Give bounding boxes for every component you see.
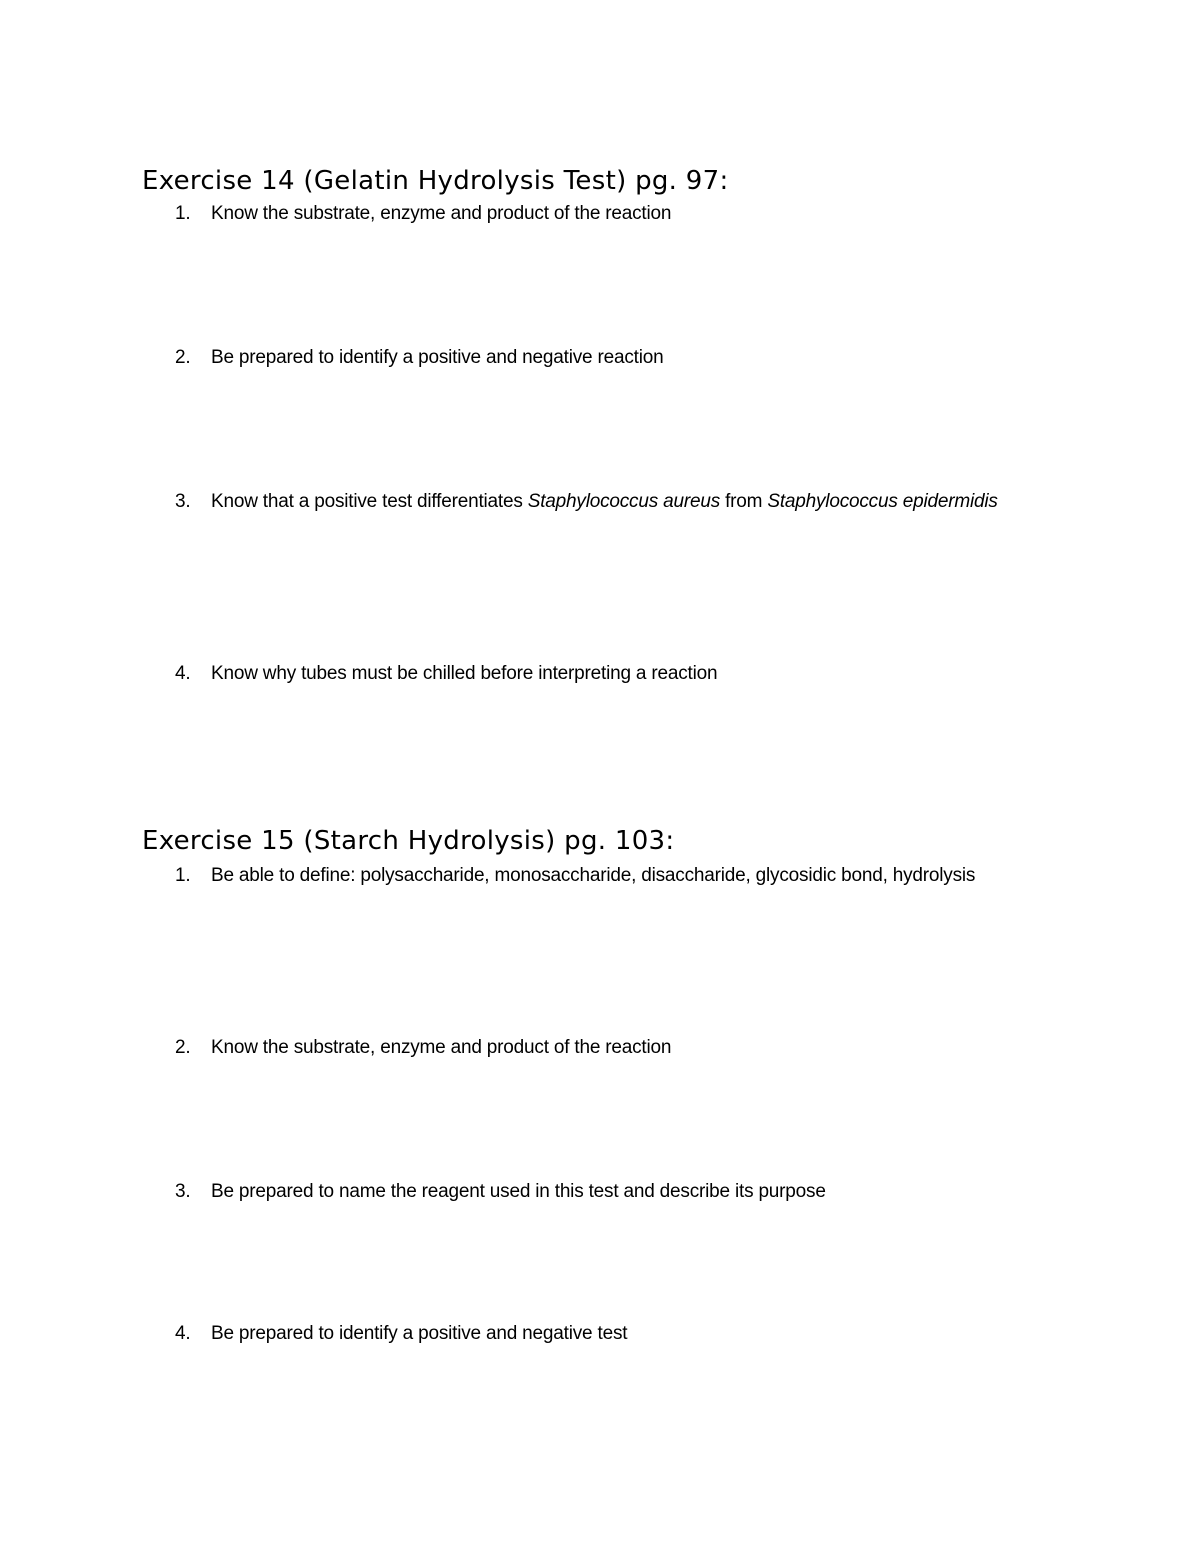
list-item [175, 862, 1025, 890]
list-item-number: 1. [175, 865, 191, 886]
list-item [175, 344, 1025, 372]
list-item-text [211, 488, 1025, 516]
list-item-number: 3. [175, 1181, 191, 1202]
list-item [175, 488, 1025, 516]
species-name-staph-aureus: Staphylococcus aureus [527, 491, 720, 512]
list-item [175, 1034, 1025, 1062]
list-item-number: 1. [175, 203, 191, 224]
list-item-text: Be prepared to identify a positive and negative reaction [211, 347, 664, 368]
list-item-text: Be prepared to identify a positive and negative test [211, 1323, 628, 1344]
text-segment: from [720, 491, 768, 512]
list-item-number: 3. [175, 491, 191, 512]
list-item-number: 4. [175, 1323, 191, 1344]
list-item [175, 1320, 1025, 1348]
species-name-staph-epidermidis: Staphylococcus epidermidis [767, 491, 998, 512]
list-item-number: 2. [175, 347, 191, 368]
exercise-14-heading: Exercise 14 (Gelatin Hydrolysis Test) pg. 97: [142, 166, 729, 196]
list-item-text: Know why tubes must be chilled before interpreting a reaction [211, 663, 718, 684]
list-item [175, 660, 1025, 688]
list-item [175, 200, 1025, 228]
list-item-text: Be prepared to name the reagent used in this test and describe its purpose [211, 1181, 826, 1202]
list-item-text: Know the substrate, enzyme and product of the reaction [211, 203, 672, 224]
text-segment: Know that a positive test differentiates [211, 491, 528, 512]
list-item [175, 1178, 1025, 1206]
list-item-text: Be able to define: polysaccharide, monosaccharide, disaccharide, glycosidic bond, hydrolysis [211, 865, 976, 886]
list-item-number: 2. [175, 1037, 191, 1058]
list-item-number: 4. [175, 663, 191, 684]
list-item-text: Know the substrate, enzyme and product of the reaction [211, 1037, 672, 1058]
exercise-15-heading: Exercise 15 (Starch Hydrolysis) pg. 103: [142, 826, 675, 856]
